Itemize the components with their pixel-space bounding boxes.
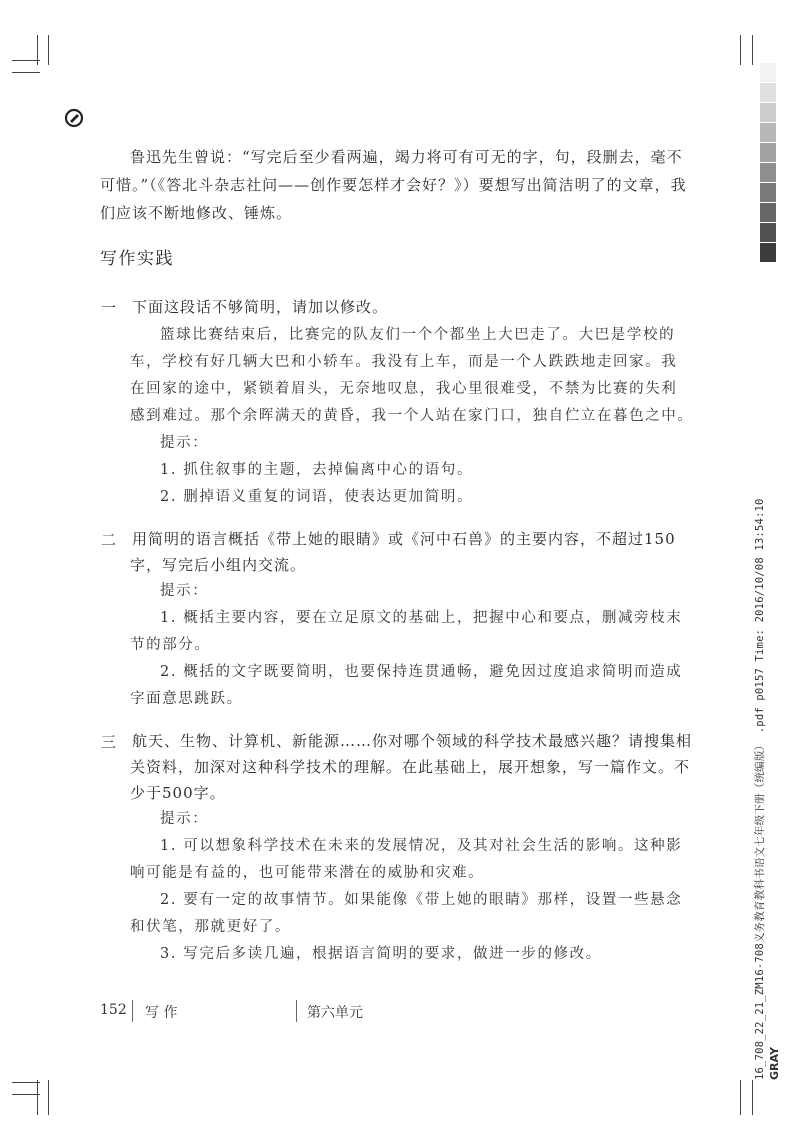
- grayscale-calibration-strip: [760, 63, 776, 263]
- intro-line: 们应该不断地修改、锤炼。: [100, 204, 293, 222]
- question-prompt: 下面这段话不够简明，请加以修改。: [132, 298, 389, 316]
- hint-item: 1. 抓住叙事的主题，去掉偏离中心的语句。: [160, 462, 474, 478]
- print-info-text: 16_708_22_21_ZM16-708义务教育教科书语文七年级下册（统编版） .pdf p0157 Time: 2016/10/08 13:54:10: [754, 498, 766, 1080]
- question-number: 一: [101, 299, 117, 317]
- question-number: 三: [101, 733, 117, 751]
- pen-circle-icon: [64, 108, 84, 128]
- footer-section: 写 作: [145, 1005, 178, 1021]
- passage-line: 篮球比赛结束后，比赛完的队友们一个个都坐上大巴走了。大巴是学校的: [160, 327, 676, 343]
- hint-item: 1. 概括主要内容，要在立足原文的基础上，把握中心和要点，删减旁枝末: [160, 610, 683, 626]
- crop-mark: [740, 35, 741, 65]
- question-prompt: 关资料，加深对这种科学技术的理解。在此基础上，展开想象，写一篇作文。不: [130, 758, 691, 776]
- crop-mark: [12, 1094, 40, 1095]
- footer-divider: [132, 1000, 133, 1022]
- intro-line: 鲁迅先生曾说：“写完后至少看两遍，竭力将可有可无的字，句，段删去，毫不: [130, 148, 683, 166]
- intro-line: 可惜。”（《答北斗杂志社问——创作要怎样才会好？》）要想写出简洁明了的文章，我: [100, 176, 687, 194]
- crop-mark: [37, 1080, 38, 1115]
- crop-mark: [752, 1080, 753, 1115]
- footer-unit: 第六单元: [307, 1005, 363, 1021]
- hint-item: 2. 概括的文字既要简明，也要保持连贯通畅，避免因过度追求简明而造成: [160, 664, 683, 680]
- question-prompt: 少于500字。: [130, 784, 226, 802]
- crop-mark: [12, 60, 40, 61]
- hint-label: 提示：: [160, 435, 209, 451]
- crop-mark: [48, 1080, 49, 1115]
- hint-item: 字面意思跳跃。: [130, 691, 243, 707]
- crop-mark: [12, 72, 40, 73]
- passage-line: 车，学校有好几辆大巴和小轿车。我没有上车，而是一个人跌跌地走回家。我: [130, 354, 678, 370]
- crop-mark: [752, 35, 753, 65]
- question-prompt: 字，写完后小组内交流。: [130, 556, 307, 574]
- hint-item: 2. 要有一定的故事情节。如果能像《带上她的眼睛》那样，设置一些悬念: [160, 892, 683, 908]
- gray-label: GRAY: [768, 1047, 781, 1080]
- passage-line: 感到难过。那个余晖满天的黄昏，我一个人站在家门口，独自伫立在暮色之中。: [130, 408, 694, 424]
- hint-label: 提示：: [160, 811, 209, 827]
- page-number: 152: [100, 1002, 127, 1018]
- hint-item: 和伏笔，那就更好了。: [130, 919, 291, 935]
- hint-item: 节的部分。: [130, 637, 211, 653]
- crop-mark: [37, 35, 38, 65]
- hint-item: 2. 删掉语义重复的词语，使表达更加简明。: [160, 489, 474, 505]
- question-prompt: 航天、生物、计算机、新能源……你对哪个领域的科学技术最感兴趣？请搜集相: [132, 732, 693, 750]
- hint-item: 1. 可以想象科学技术在未来的发展情况，及其对社会生活的影响。这种影: [160, 838, 683, 854]
- crop-mark: [740, 1080, 741, 1115]
- question-number: 二: [101, 531, 117, 549]
- footer-divider: [296, 1000, 297, 1022]
- passage-line: 在回家的途中，紧锁着眉头，无奈地叹息，我心里很难受，不禁为比赛的失利: [130, 381, 678, 397]
- hint-label: 提示：: [160, 583, 209, 599]
- hint-item: 3. 写完后多读几遍，根据语言简明的要求，做进一步的修改。: [160, 946, 602, 962]
- hint-item: 响可能是有益的，也可能带来潜在的威胁和灾难。: [130, 865, 485, 881]
- question-prompt: 用简明的语言概括《带上她的眼睛》或《河中石兽》的主要内容，不超过150: [132, 530, 676, 548]
- crop-mark: [12, 1082, 40, 1083]
- crop-mark: [48, 35, 49, 65]
- section-title: 写作实践: [100, 249, 174, 269]
